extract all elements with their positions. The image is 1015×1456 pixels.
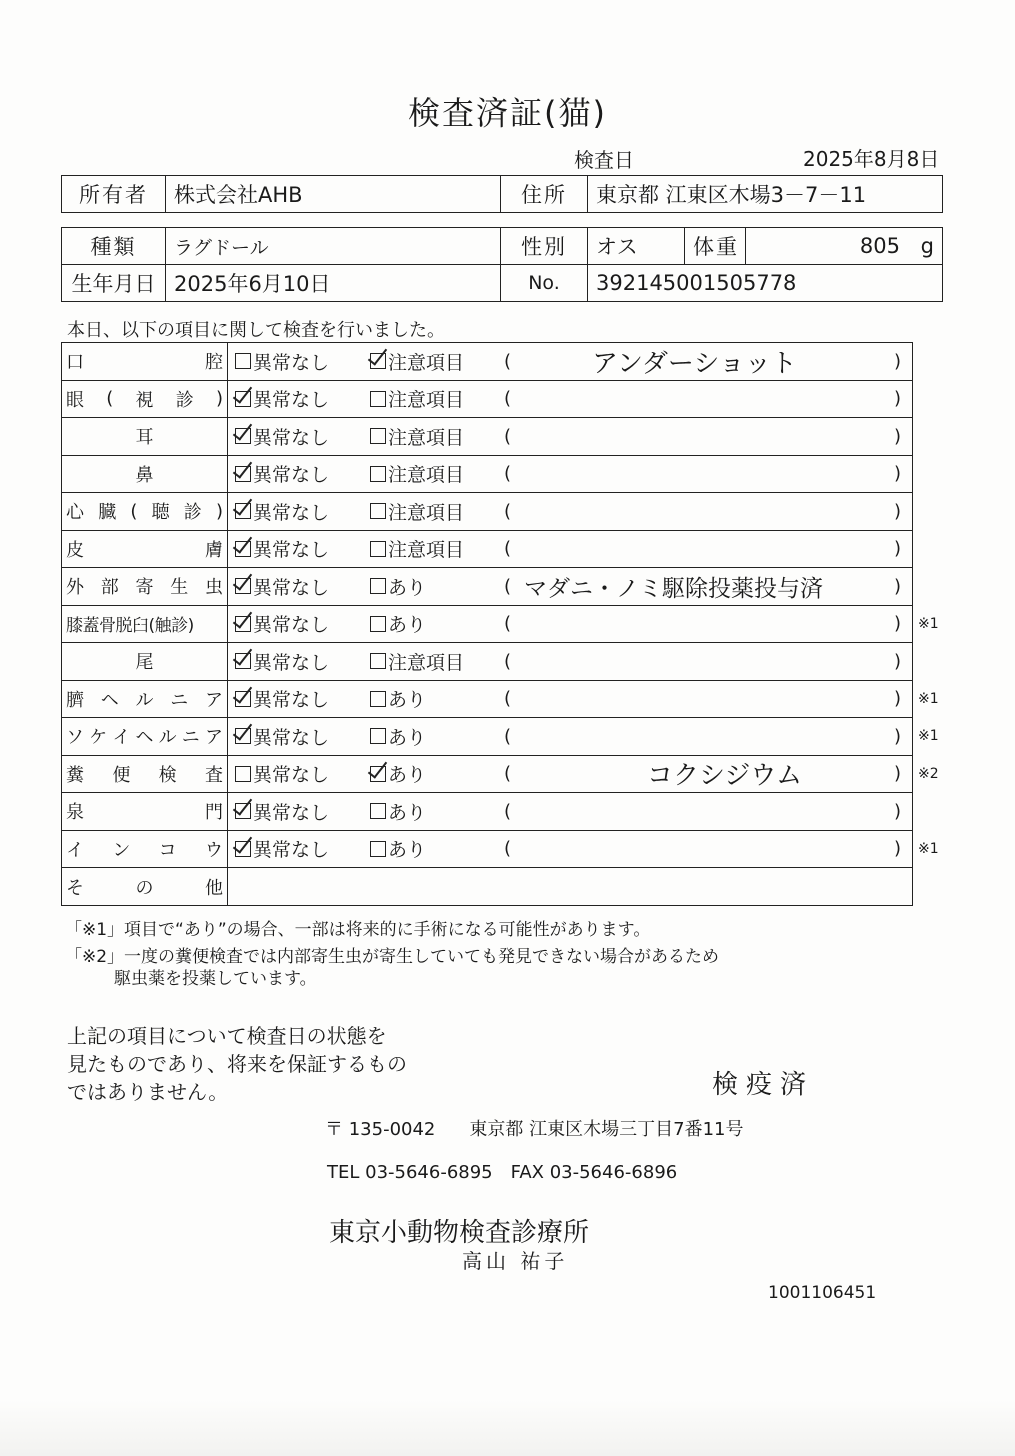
- option-present[interactable]: あり: [370, 831, 426, 868]
- exam-date: 2025年8月8日: [803, 147, 940, 171]
- option-present[interactable]: あり: [370, 568, 426, 605]
- serial-number: 1001106451: [768, 1283, 877, 1303]
- checkbox-checked-icon[interactable]: [235, 541, 251, 557]
- option-present[interactable]: あり: [370, 718, 426, 755]
- option-present[interactable]: あり: [370, 756, 426, 793]
- option-normal[interactable]: 異常なし: [235, 831, 329, 868]
- statement-line-1: 上記の項目について検査日の状態を: [67, 1024, 387, 1048]
- check-name: イ ン コ ウ: [62, 831, 228, 868]
- page-title: 検査済証(猫): [408, 94, 607, 132]
- check-row-tail: 尾 異常なし 注意項目 ( ): [62, 643, 912, 681]
- stamped-note: マダニ・ノミ駆除投薬投与済: [524, 575, 823, 602]
- checkbox-checked-icon[interactable]: [235, 691, 251, 707]
- footnote-2: 「※2」一度の糞便検査では内部寄生虫が寄生していても発見できない場合があるため: [65, 947, 720, 967]
- owner-label: 所有者: [62, 176, 166, 213]
- checkbox-checked-icon[interactable]: [235, 466, 251, 482]
- check-row-heart: 心 臓 ( 聴 診 ) 異常なし 注意項目 ( ): [62, 493, 912, 531]
- owner-table: [61, 175, 943, 213]
- footnote-mark: ※2: [918, 765, 939, 782]
- checkbox-checked-icon[interactable]: [370, 353, 386, 369]
- footnote-mark: ※1: [918, 615, 939, 632]
- check-row-external-parasites: 外 部 寄 生 虫 異常なし あり ( マダニ・ノミ駆除投薬投与済 ): [62, 568, 912, 606]
- check-name: 口 腔: [62, 343, 228, 380]
- option-normal[interactable]: 異常なし: [235, 343, 329, 380]
- sex-value: オス: [588, 228, 685, 265]
- option-caution[interactable]: 注意項目: [370, 493, 464, 530]
- checkbox-icon[interactable]: [370, 841, 386, 857]
- checkbox-icon[interactable]: [370, 578, 386, 594]
- checkbox-icon[interactable]: [370, 428, 386, 444]
- check-row-other: [62, 868, 912, 906]
- option-caution[interactable]: 注意項目: [370, 531, 464, 568]
- breed-label: 種類: [62, 228, 166, 265]
- checkbox-checked-icon[interactable]: [235, 428, 251, 444]
- option-normal[interactable]: 異常なし: [235, 681, 329, 718]
- check-row-fontanelle: 泉 門 異常なし あり ( ): [62, 793, 912, 831]
- checkbox-checked-icon[interactable]: [235, 503, 251, 519]
- check-name: 糞 便 検 査: [62, 756, 228, 793]
- checkbox-icon[interactable]: [370, 541, 386, 557]
- exam-date-label: 検査日: [574, 148, 634, 172]
- option-normal[interactable]: 異常なし: [235, 381, 329, 418]
- option-present[interactable]: あり: [370, 681, 426, 718]
- vet-name: 高山 祐子: [462, 1249, 569, 1273]
- animal-table: [61, 227, 943, 302]
- check-name: 心 臓 ( 聴 診 ): [62, 493, 228, 530]
- check-name: ソ ケ イ ヘ ル ニ ア: [62, 718, 228, 755]
- number-value: 392145001505778: [588, 265, 943, 302]
- inspection-checklist: [61, 342, 939, 906]
- address-value: 東京都 江東区木場3－7－11: [588, 176, 943, 213]
- check-name: 眼 ( 視 診 ): [62, 381, 228, 418]
- intro-text: 本日、以下の項目に関して検査を行いました。: [67, 320, 445, 341]
- address-label: 住所: [501, 176, 588, 213]
- check-name: 膝蓋骨脱臼(触診): [62, 606, 228, 643]
- weight-unit: g: [920, 234, 934, 258]
- check-row-umbilical-hernia: 臍 ヘ ル ニ ア 異常なし あり ( ) ※1: [62, 681, 912, 719]
- postal-code: 〒 135-0042: [325, 1119, 436, 1140]
- check-row-eyes: 眼 ( 視 診 ) 異常なし 注意項目 ( ): [62, 381, 912, 419]
- check-row-inguinal-hernia: ソ ケ イ ヘ ル ニ ア 異常なし あり ( ) ※1: [62, 718, 912, 756]
- option-normal[interactable]: 異常なし: [235, 418, 329, 455]
- option-normal[interactable]: 異常なし: [235, 793, 329, 830]
- option-normal[interactable]: 異常なし: [235, 531, 329, 568]
- check-name: 外 部 寄 生 虫: [62, 568, 228, 605]
- weight-label: 体重: [685, 228, 746, 265]
- owner-value: 株式会社AHB: [166, 176, 501, 213]
- clinic-name: 東京小動物検査診療所: [329, 1218, 590, 1248]
- checkbox-checked-icon[interactable]: [235, 653, 251, 669]
- check-name: 耳: [62, 418, 228, 455]
- statement-line-3: ではありません。: [67, 1080, 229, 1104]
- fax-number: FAX 03-5646-6896: [510, 1162, 678, 1183]
- number-label: No.: [501, 265, 588, 302]
- check-row-larynx: イ ン コ ウ 異常なし あり ( ) ※1: [62, 831, 912, 869]
- checkbox-icon[interactable]: [370, 803, 386, 819]
- check-name: 鼻: [62, 456, 228, 493]
- check-row-skin: 皮 膚 異常なし 注意項目 ( ): [62, 531, 912, 569]
- option-normal[interactable]: 異常なし: [235, 718, 329, 755]
- handwritten-note: アンダーショット: [592, 348, 797, 379]
- option-present[interactable]: あり: [370, 606, 426, 643]
- checkbox-checked-icon[interactable]: [235, 391, 251, 407]
- check-row-oral: 口 腔 異常なし 注意項目 ( アンダーショット ): [62, 343, 912, 381]
- checkbox-icon[interactable]: [370, 616, 386, 632]
- check-name: 皮 膚: [62, 531, 228, 568]
- footnote-mark: ※1: [918, 728, 939, 745]
- contact-line: [327, 1162, 677, 1183]
- sex-label: 性別: [501, 228, 588, 265]
- breed-value: ラグドール: [166, 228, 501, 265]
- footnote-1: 「※1」項目で“あり”の場合、一部は将来的に手術になる可能性があります。: [65, 920, 651, 940]
- checkbox-icon[interactable]: [235, 766, 251, 782]
- footnote-2-cont: 駆虫薬を投薬しています。: [114, 969, 317, 989]
- footnote-mark: ※1: [918, 840, 939, 857]
- clinic-address: 東京都 江東区木場三丁目7番11号: [469, 1119, 744, 1140]
- checkbox-icon[interactable]: [370, 466, 386, 482]
- option-normal[interactable]: 異常なし: [235, 756, 329, 793]
- weight-value: 805: [859, 234, 900, 258]
- birth-value: 2025年6月10日: [166, 265, 501, 302]
- checkbox-icon[interactable]: [235, 353, 251, 369]
- option-normal[interactable]: 異常なし: [235, 568, 329, 605]
- option-present[interactable]: あり: [370, 793, 426, 830]
- option-caution[interactable]: 注意項目: [370, 381, 464, 418]
- statement-line-2: 見たものであり、将来を保証するもの: [67, 1052, 407, 1076]
- check-row-fecal: 糞 便 検 査 異常なし あり ( コクシジウム ) ※2: [62, 756, 912, 794]
- check-row-ears: 耳 異常なし 注意項目 ( ): [62, 418, 912, 456]
- checkbox-icon[interactable]: [370, 691, 386, 707]
- checkbox-checked-icon[interactable]: [235, 841, 251, 857]
- option-caution[interactable]: 注意項目: [370, 343, 464, 380]
- checkbox-checked-icon[interactable]: [235, 803, 251, 819]
- option-normal[interactable]: 異常なし: [235, 606, 329, 643]
- checkbox-icon[interactable]: [370, 503, 386, 519]
- check-row-patella: 膝蓋骨脱臼(触診) 異常なし あり ( ) ※1: [62, 606, 912, 644]
- check-name: 尾: [62, 643, 228, 680]
- check-name: 泉 門: [62, 793, 228, 830]
- option-caution[interactable]: 注意項目: [370, 643, 464, 680]
- option-caution[interactable]: 注意項目: [370, 418, 464, 455]
- check-name: 臍 ヘ ル ニ ア: [62, 681, 228, 718]
- checkbox-icon[interactable]: [370, 728, 386, 744]
- check-name: そ の 他: [62, 868, 228, 905]
- check-row-nose: 鼻 異常なし 注意項目 ( ): [62, 456, 912, 494]
- handwritten-note: コクシジウム: [647, 761, 803, 792]
- weight-cell: [746, 228, 943, 265]
- option-caution[interactable]: 注意項目: [370, 456, 464, 493]
- checkbox-icon[interactable]: [370, 391, 386, 407]
- clinic-address-line: [325, 1115, 743, 1141]
- option-normal[interactable]: 異常なし: [235, 456, 329, 493]
- checkbox-checked-icon[interactable]: [370, 766, 386, 782]
- option-normal[interactable]: 異常なし: [235, 493, 329, 530]
- checkbox-checked-icon[interactable]: [235, 728, 251, 744]
- option-normal[interactable]: 異常なし: [235, 643, 329, 680]
- tel-number: TEL 03-5646-6895: [327, 1162, 493, 1183]
- quarantine-stamp: 検疫済: [712, 1070, 815, 1100]
- scan-shadow: [0, 1400, 1015, 1456]
- checkbox-checked-icon[interactable]: [235, 616, 251, 632]
- footnote-mark: ※1: [918, 690, 939, 707]
- checkbox-checked-icon[interactable]: [235, 578, 251, 594]
- birth-label: 生年月日: [62, 265, 166, 302]
- checkbox-icon[interactable]: [370, 653, 386, 669]
